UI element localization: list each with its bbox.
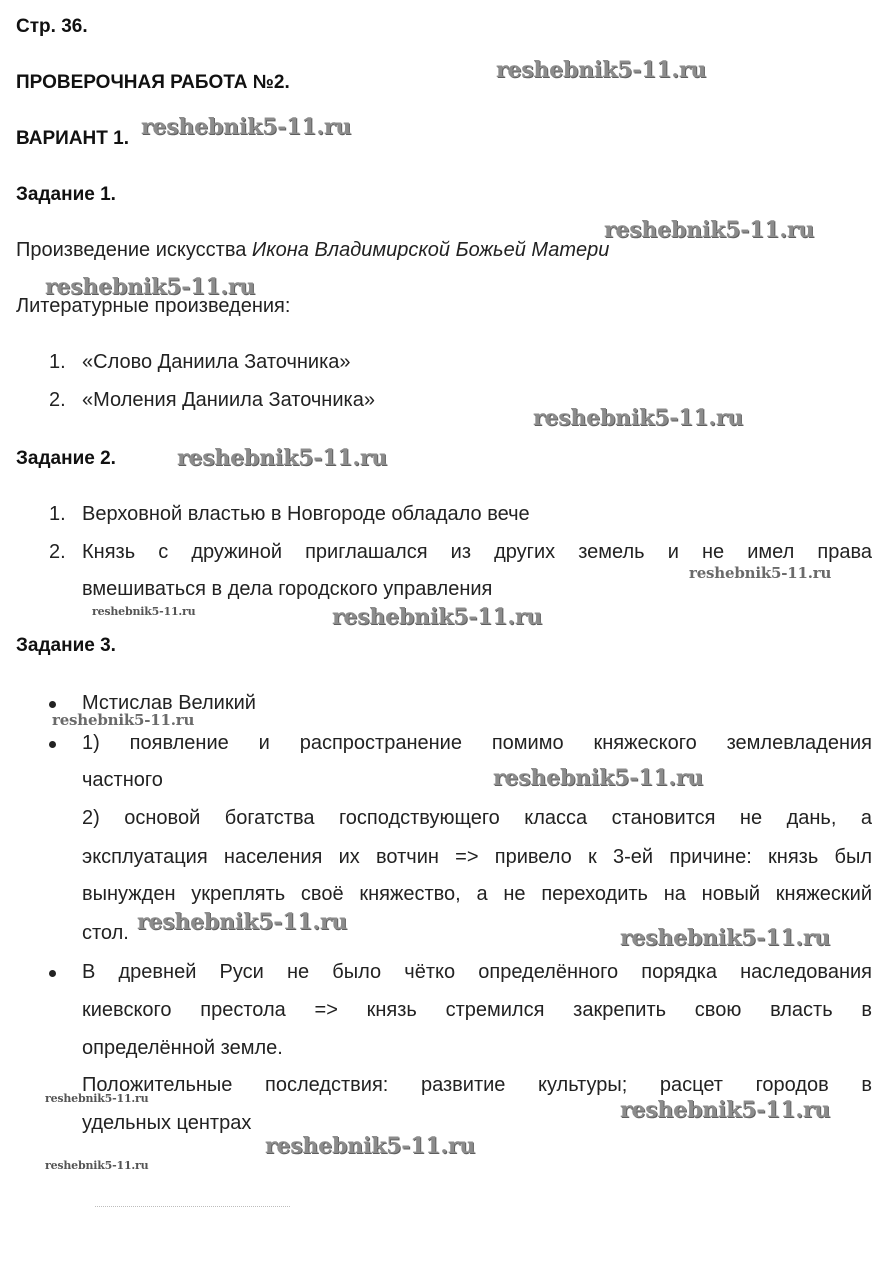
watermark: reshebnik5-11.ru <box>137 909 348 935</box>
bullet-marker <box>49 970 56 977</box>
task1-item-text: «Моления Даниила Заточника» <box>82 389 375 411</box>
task2-item-text-continued: вмешиваться в дела городского управления <box>82 578 493 600</box>
watermark: reshebnik5-11.ru <box>533 405 744 431</box>
task2-item-text: Верховной властью в Новгороде обладало вече <box>82 503 530 525</box>
task2-item-text: Князь с дружиной приглашался из других земель и не имел права <box>82 541 872 563</box>
task3-consequences-line: Положительные последствия: развитие культуры; расцет городов в <box>82 1074 872 1096</box>
watermark: reshebnik5-11.ru <box>332 604 543 630</box>
watermark: reshebnik5-11.ru <box>45 1092 149 1105</box>
watermark: reshebnik5-11.ru <box>45 1159 149 1172</box>
watermark: reshebnik5-11.ru <box>496 57 707 83</box>
watermark: reshebnik5-11.ru <box>689 564 832 582</box>
watermark: reshebnik5-11.ru <box>620 925 831 951</box>
task3-bullet-line: частного <box>82 769 163 791</box>
faded-line <box>95 1206 290 1209</box>
watermark: reshebnik5-11.ru <box>265 1133 476 1159</box>
watermark: reshebnik5-11.ru <box>52 711 195 729</box>
task3-bullet-line: стол. <box>82 922 129 944</box>
task3-bullet-line: вынужден укреплять своё княжество, а не переходить на новый княжеский <box>82 883 872 905</box>
page-title: ПРОВЕРОЧНАЯ РАБОТА №2. <box>16 72 290 93</box>
task3-bullet-line: киевского престола => князь стремился закрепить свою власть в <box>82 999 872 1021</box>
watermark: reshebnik5-11.ru <box>92 605 196 618</box>
task1-artwork-line <box>16 238 609 262</box>
task3-bullet-line: В древней Руси не было чётко определённого порядка наследования <box>82 961 872 983</box>
task2-item-number: 1. <box>49 503 66 525</box>
watermark: reshebnik5-11.ru <box>493 765 704 791</box>
task3-heading: Задание 3. <box>16 635 116 656</box>
watermark: reshebnik5-11.ru <box>177 445 388 471</box>
task3-consequences-line: удельных центрах <box>82 1112 252 1134</box>
task1-item-number: 2. <box>49 389 66 411</box>
task3-bullet-text: Мстислав Великий <box>82 692 256 714</box>
variant-heading: ВАРИАНТ 1. <box>16 128 129 149</box>
task1-heading: Задание 1. <box>16 184 116 205</box>
watermark: reshebnik5-11.ru <box>45 274 256 300</box>
task3-bullet-line: эксплуатация населения их вотчин => привело к 3-ей причине: князь был <box>82 846 872 868</box>
bullet-marker <box>49 701 56 708</box>
watermark: reshebnik5-11.ru <box>141 114 352 140</box>
task2-item-number: 2. <box>49 541 66 563</box>
bullet-marker <box>49 741 56 748</box>
task3-bullet-line: определённой земле. <box>82 1037 283 1059</box>
task1-artwork-title: Икона Владимирской Божьей Матери <box>251 239 610 261</box>
task1-artwork-label: Произведение искусства <box>16 239 247 261</box>
task3-bullet-line: 1) появление и распространение помимо княжеского землевладения <box>82 732 872 754</box>
task1-literature-label: Литературные произведения: <box>16 295 291 317</box>
watermark: reshebnik5-11.ru <box>604 217 815 243</box>
page-label: Стр. 36. <box>16 16 88 37</box>
task1-item-text: «Слово Даниила Заточника» <box>82 351 351 373</box>
watermark: reshebnik5-11.ru <box>620 1097 831 1123</box>
task2-heading: Задание 2. <box>16 448 116 469</box>
task3-bullet-line: 2) основой богатства господствующего класса становится не дань, а <box>82 807 872 829</box>
task1-item-number: 1. <box>49 351 66 373</box>
